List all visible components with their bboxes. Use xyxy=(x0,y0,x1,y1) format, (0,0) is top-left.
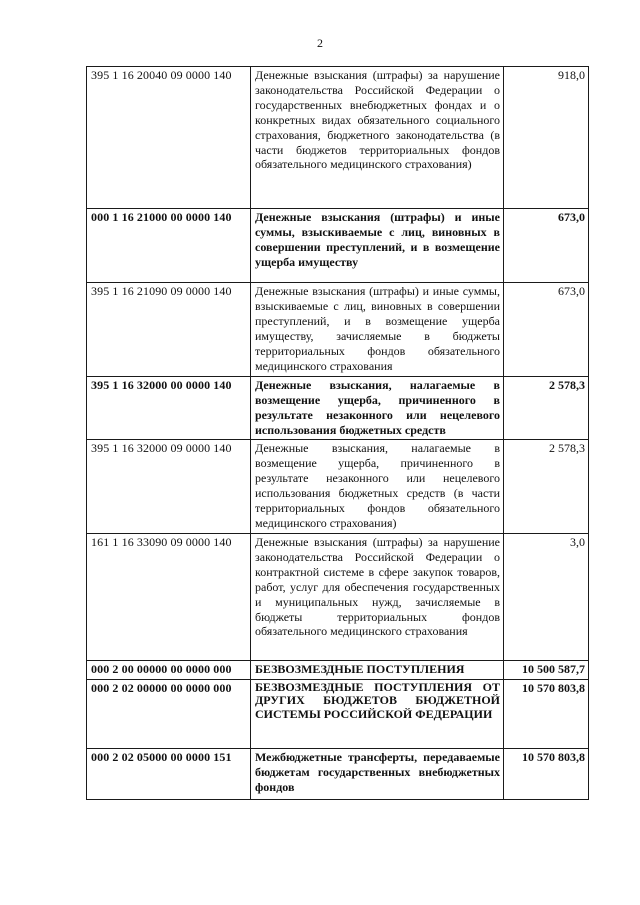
table-row xyxy=(87,209,589,283)
budget-code-cell: 161 1 16 33090 09 0000 140 xyxy=(87,534,251,661)
page-number: 2 xyxy=(317,36,323,50)
budget-code-cell: 395 1 16 21090 09 0000 140 xyxy=(87,283,251,377)
budget-name-cell: Денежные взыскания, налагаемые в возмещение ущерба, причиненного в результате незаконного или нецелевого использования бюджетных средств xyxy=(251,377,504,440)
table-row xyxy=(87,661,589,680)
budget-name-cell: Денежные взыскания (штрафы) и иные суммы, взыскиваемые с лиц, виновных в совершении преступлений, и в возмещение ущерба имуществу, зачисляемые в бюджеты территориальных фондов обязательного медицинского страхования xyxy=(251,283,504,377)
budget-amount-cell: 673,0 xyxy=(504,209,589,283)
budget-name-cell: Денежные взыскания (штрафы) и иные суммы, взыскиваемые с лиц, виновных в совершении преступлений, и в возмещение ущерба имуществу xyxy=(251,209,504,283)
budget-code-cell: 395 1 16 32000 09 0000 140 xyxy=(87,440,251,534)
table-row xyxy=(87,440,589,534)
budget-amount-cell: 2 578,3 xyxy=(504,377,589,440)
table-row xyxy=(87,377,589,440)
budget-code-cell: 000 2 00 00000 00 0000 000 xyxy=(87,661,251,680)
budget-code-cell: 395 1 16 20040 09 0000 140 xyxy=(87,67,251,209)
table-row xyxy=(87,749,589,800)
budget-code-cell: 000 2 02 05000 00 0000 151 xyxy=(87,749,251,800)
budget-code-cell: 000 2 02 00000 00 0000 000 xyxy=(87,680,251,749)
budget-name-cell: БЕЗВОЗМЕЗДНЫЕ ПОСТУПЛЕНИЯ ОТ ДРУГИХ БЮДЖЕТОВ БЮДЖЕТНОЙ СИСТЕМЫ РОССИЙСКОЙ ФЕДЕРАЦИИ xyxy=(251,680,504,749)
budget-name-cell: БЕЗВОЗМЕЗДНЫЕ ПОСТУПЛЕНИЯ xyxy=(251,661,504,680)
budget-amount-cell: 918,0 xyxy=(504,67,589,209)
budget-amount-cell: 2 578,3 xyxy=(504,440,589,534)
budget-amount-cell: 10 570 803,8 xyxy=(504,680,589,749)
budget-code-cell: 000 1 16 21000 00 0000 140 xyxy=(87,209,251,283)
table-row xyxy=(87,283,589,377)
budget-amount-cell: 10 500 587,7 xyxy=(504,661,589,680)
budget-amount-cell: 3,0 xyxy=(504,534,589,661)
budget-name-cell: Денежные взыскания (штрафы) за нарушение законодательства Российской Федерации о государственных внебюджетных фондах и о конкретных видах обязательного социального страхования, бюджетного законодательства (в части бюджетов территориальных фондов обязательного медицинского страхования) xyxy=(251,67,504,209)
table-row xyxy=(87,67,589,209)
budget-code-cell: 395 1 16 32000 00 0000 140 xyxy=(87,377,251,440)
budget-name-cell: Денежные взыскания, налагаемые в возмещение ущерба, причиненного в результате незаконного или нецелевого использования бюджетных средств (в части территориальных фондов обязательного медицинского страхования) xyxy=(251,440,504,534)
budget-amount-cell: 10 570 803,8 xyxy=(504,749,589,800)
table-row xyxy=(87,680,589,749)
budget-amount-cell: 673,0 xyxy=(504,283,589,377)
budget-table xyxy=(86,66,589,800)
budget-name-cell: Денежные взыскания (штрафы) за нарушение законодательства Российской Федерации о контрактной системе в сфере закупок товаров, работ, услуг для обеспечения государственных и муниципальных нужд, зачисляемые в бюджеты территориальных фондов обязательного медицинского страхования xyxy=(251,534,504,661)
budget-name-cell: Межбюджетные трансферты, передаваемые бюджетам государственных внебюджетных фондов xyxy=(251,749,504,800)
table-row xyxy=(87,534,589,661)
